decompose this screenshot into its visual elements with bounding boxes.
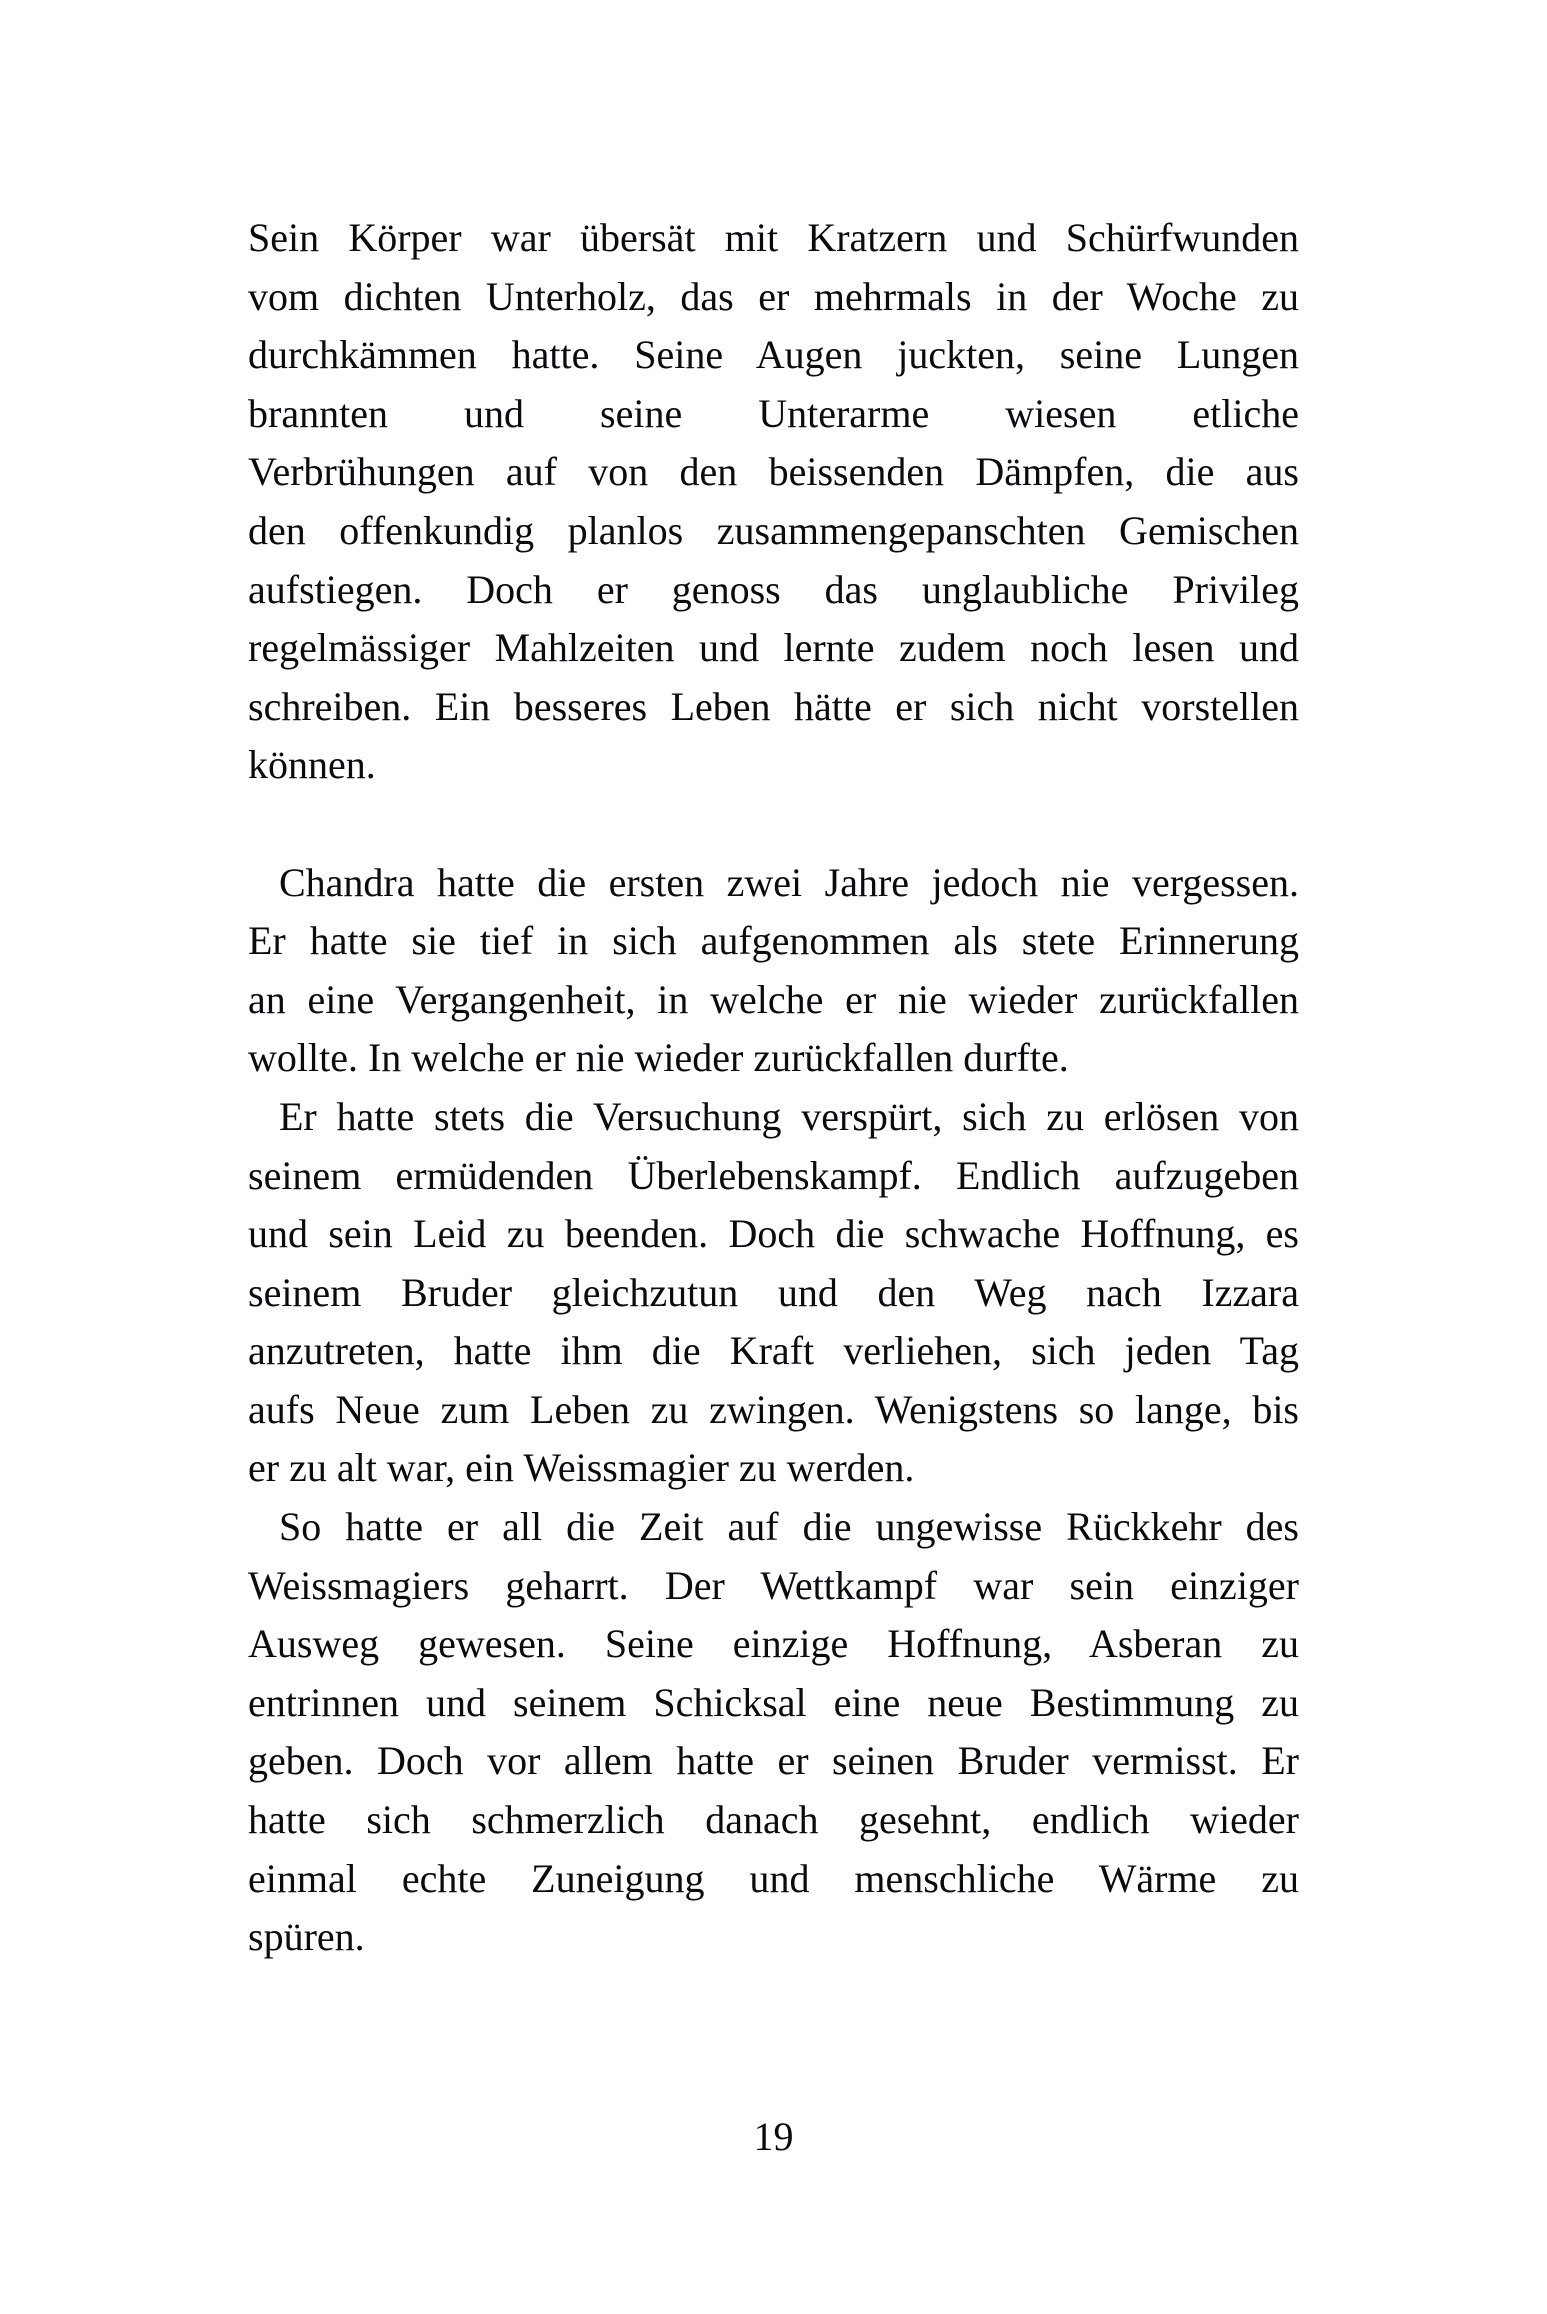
text-line: geben. Doch vor allem hatte er seinen Bruder vermisst. Er (248, 1738, 1299, 1784)
text-line: wollte. In welche er nie wieder zurückfallen durfte. (248, 1035, 1069, 1081)
paragraph (248, 1498, 1299, 1967)
text-line: anzutreten, hatte ihm die Kraft verliehen, sich jeden Tag (248, 1328, 1299, 1374)
text-line: Verbrühungen auf von den beissenden Dämpfen, die aus (248, 449, 1299, 495)
text-line: Weissmagiers geharrt. Der Wettkampf war sein einziger (248, 1562, 1299, 1608)
text-line: einmal echte Zuneigung und menschliche Wärme zu (248, 1855, 1299, 1901)
text-line: So hatte er all die Zeit auf die ungewisse Rückkehr des (279, 1504, 1299, 1550)
text-line: spüren. (248, 1914, 365, 1960)
text-line: vom dichten Unterholz, das er mehrmals in der Woche zu (248, 273, 1299, 319)
text-line: entrinnen und seinem Schicksal eine neue Bestimmung zu (248, 1679, 1299, 1725)
text-line: seinem Bruder gleichzutun und den Weg nach Izzara (248, 1269, 1299, 1315)
text-line: können. (248, 742, 376, 788)
text-line: Sein Körper war übersät mit Kratzern und Schürfwunden (248, 215, 1299, 260)
text-line: schreiben. Ein besseres Leben hätte er sich nicht vorstellen (248, 683, 1299, 729)
body-text (248, 209, 1299, 1967)
text-line: an eine Vergangenheit, in welche er nie wieder zurückfallen (248, 976, 1299, 1022)
text-line: Er hatte sie tief in sich aufgenommen als stete Erinnerung (248, 918, 1299, 964)
paragraph (248, 1088, 1299, 1498)
text-line: er zu alt war, ein Weissmagier zu werden. (248, 1445, 915, 1491)
page-number: 19 (753, 2114, 794, 2159)
text-line: Er hatte stets die Versuchung verspürt, sich zu erlösen von (279, 1093, 1299, 1139)
text-line: hatte sich schmerzlich danach gesehnt, endlich wieder (248, 1797, 1299, 1843)
text-line: seinem ermüdenden Überlebenskampf. Endlich aufzugeben (248, 1152, 1299, 1198)
text-line: brannten und seine Unterarme wiesen etliche (248, 390, 1299, 436)
text-line: durchkämmen hatte. Seine Augen juckten, seine Lungen (248, 332, 1299, 378)
paragraph (248, 854, 1299, 1088)
text-line: Chandra hatte die ersten zwei Jahre jedoch nie vergessen. (279, 859, 1299, 905)
text-line: regelmässiger Mahlzeiten und lernte zudem noch lesen und (248, 625, 1299, 671)
paragraph-spacer (248, 795, 1299, 854)
paragraph (248, 209, 1299, 795)
text-line: Ausweg gewesen. Seine einzige Hoffnung, Asberan zu (248, 1621, 1299, 1667)
text-line: den offenkundig planlos zusammengepanschten Gemischen (248, 507, 1299, 553)
text-line: aufstiegen. Doch er genoss das unglaubliche Privileg (248, 566, 1299, 612)
text-line: und sein Leid zu beenden. Doch die schwache Hoffnung, es (248, 1211, 1299, 1257)
text-line: aufs Neue zum Leben zu zwingen. Wenigstens so lange, bis (248, 1386, 1299, 1432)
